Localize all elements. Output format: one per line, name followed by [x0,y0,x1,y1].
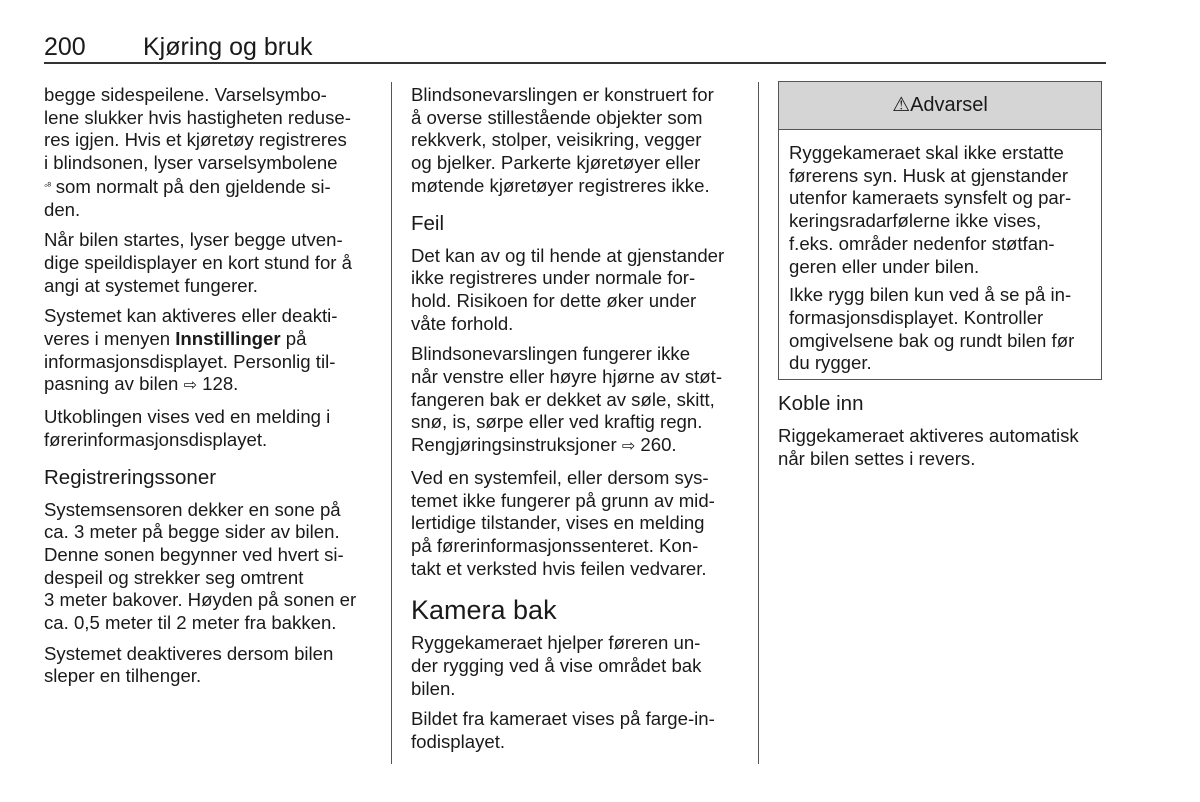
paragraph: begge sidespeilene. Varselsymbo- lene slukker hvis hastigheten reduse- res igjen. Hvis et kjøretøy registreres i blindsonen, lyser varselsymbolene $^{◦^8}$ som normalt på den gjeldende si- den. [44,84,351,220]
section-heading-registreringssoner: Registreringssoner [44,465,217,489]
paragraph: Ikke rygg bilen kun ved å se på in- formasjonsdisplayet. Kontroller omgivelsene bak og rundt bilen før du rygger. [789,284,1075,374]
paragraph: Utkoblingen vises ved en melding i førerinformasjonsdisplayet. [44,406,331,450]
page-reference-arrow-icon: ⇨ [183,377,197,395]
blind-spot-warning-icon: ◦⁸ [44,179,51,192]
paragraph: Ryggekameraet skal ikke erstatte førerens syn. Husk at gjenstander utenfor kameraets synsfelt og par- keringsradarfølerne ikke vises, f.eks. områder nedenfor støtfan- geren eller under bilen. [789,142,1072,277]
section-heading-feil: Feil [411,211,445,235]
page-reference-arrow-icon: ⇨ [621,438,636,456]
paragraph: Bildet fra kameraet vises på farge-in- fodisplayet. [411,708,715,753]
paragraph: Systemet kan aktiveres eller deakti- veres i menyen Innstillinger på informasjonsdisplayet. Personlig til- pasning av bilen ⇨ 128. [44,305,338,395]
paragraph: Det kan av og til hende at gjenstander ikke registreres under normale for- hold. Risikoen for dette øker under våte forhold. [411,244,725,334]
paragraph: Systemet deaktiveres dersom bilen sleper en tilhenger. [44,642,334,687]
column-divider-2 [758,82,759,764]
warning-title: Advarsel [910,94,988,116]
paragraph: Blindsonevarslingen er konstruert for å overse stillestående objekter som rekkverk, stolper, veisikring, vegger og bjelker. Parkerte kjøretøyer eller møtende kjøretøyer registreres ikke. [411,84,714,196]
column-divider-1 [391,82,392,764]
paragraph: Systemsensoren dekker en sone på ca. 3 meter på begge sider av bilen. Denne sonen begynner ved hvert si- despeil og strekker seg omtrent 3 meter bakover. Høyden på sonen er ca. 0,5 meter til 2 meter fra bakken. [44,498,357,634]
paragraph: Når bilen startes, lyser begge utven- dige speildisplayer en kort stund for å angi at systemet fungerer. [44,229,353,296]
paragraph: Blindsonevarslingen fungerer ikke når venstre eller høyre hjørne av støt- fangeren bak er dekket av søle, skitt, snø, is, sørpe eller ved kraftig regn. Rengjøringsinstruksjoner ⇨ 260. [411,343,723,456]
page-title: Kjøring og bruk [143,33,313,61]
page-header [44,33,1106,63]
page-number: 200 [44,33,86,61]
warning-box [778,81,1102,380]
page-reference[interactable]: 128. [196,373,239,395]
warning-triangle-icon: ⚠ [892,94,911,116]
page-reference[interactable]: 260. [635,434,677,456]
menu-name-settings: Innstillinger [175,328,281,350]
column-3 [778,392,1108,470]
section-heading-koble-inn: Koble inn [778,392,864,415]
warning-header [779,82,1101,130]
column-1 [44,84,379,696]
paragraph: Ryggekameraet hjelper føreren un- der rygging ved å vise området bak bilen. [411,632,702,699]
paragraph: Ved en systemfeil, eller dersom sys- temet ikke fungerer på grunn av mid- lertidige tilstander, vises en melding på førerinformasjonssenteret. Kon- takt et verksted hvis feilen vedvarer. [411,466,715,579]
paragraph: Riggekameraet aktiveres automatisk når bilen settes i revers. [778,425,1079,469]
header-rule [44,62,1106,64]
column-2 [411,84,751,762]
section-heading-kamera-bak: Kamera bak [411,595,557,626]
warning-body [779,130,1101,375]
